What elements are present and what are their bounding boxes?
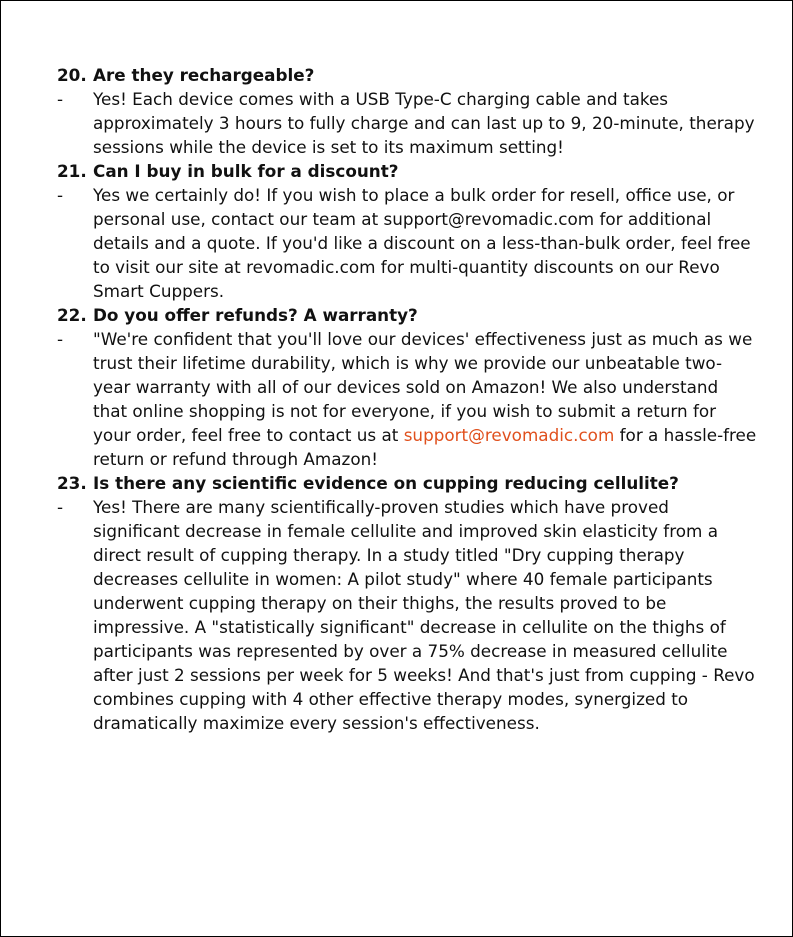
answer-bullet: -: [57, 329, 64, 349]
answer-bullet: -: [57, 185, 64, 205]
answer-text: Yes! Each device comes with a USB Type-C charging cable and takes approximately 3 hours to fully charge and can last up to 9, 20-minute, therapy sessions while the device is set to its maximum setting!: [93, 89, 755, 157]
faq-question-22: [57, 303, 757, 327]
question-number: 20.: [57, 65, 87, 85]
faq-list: [57, 63, 757, 735]
faq-answer-22: [57, 327, 757, 471]
faq-answer-21: [57, 183, 757, 303]
faq-answer-23: [57, 495, 757, 735]
question-text: Can I buy in bulk for a discount?: [93, 161, 399, 181]
question-number: 22.: [57, 305, 87, 325]
question-number: 21.: [57, 161, 87, 181]
faq-answer-20: [57, 87, 757, 159]
answer-text: Yes we certainly do! If you wish to place a bulk order for resell, office use, or personal use, contact our team at support@revomadic.com for additional details and a quote. If you'd like a discount on a less-than-bulk order, feel free to visit our site at revomadic.com for multi-quantity discounts on our Revo Smart Cuppers.: [93, 185, 751, 301]
answer-text-after-link: for a hassle-free return or refund through Amazon!: [93, 425, 757, 469]
question-text: Is there any scientific evidence on cupping reducing cellulite?: [93, 473, 679, 493]
answer-bullet: -: [57, 89, 64, 109]
answer-text: [93, 327, 757, 471]
faq-question-21: [57, 159, 757, 183]
answer-text-before-link: "We're confident that you'll love our devices' effectiveness just as much as we trust their lifetime durability, which is why we provide our unbeatable two-year warranty with all of our devices sold on Amazon! We also understand that online shopping is not for everyone, if you wish to submit a return for your order, feel free to contact us at: [93, 329, 753, 445]
faq-question-20: [57, 63, 757, 87]
question-text: Are they rechargeable?: [93, 65, 315, 85]
answer-text: Yes! There are many scientifically-proven studies which have proved significant decrease in female cellulite and improved skin elasticity from a direct result of cupping therapy. In a study titled "Dry cupping therapy decreases cellulite in women: A pilot study" where 40 female participants underwent cupping therapy on their thighs, the results proved to be impressive. A "statistically significant" decrease in cellulite on the thighs of participants was represented by over a 75% decrease in measured cellulite after just 2 sessions per week for 5 weeks! And that's just from cupping - Revo combines cupping with 4 other effective therapy modes, synergized to dramatically maximize every session's effectiveness.: [93, 497, 755, 733]
question-text: Do you offer refunds? A warranty?: [93, 305, 418, 325]
support-email-link[interactable]: support@revomadic.com: [403, 425, 615, 445]
question-number: 23.: [57, 473, 87, 493]
faq-question-23: [57, 471, 757, 495]
answer-bullet: -: [57, 497, 64, 517]
